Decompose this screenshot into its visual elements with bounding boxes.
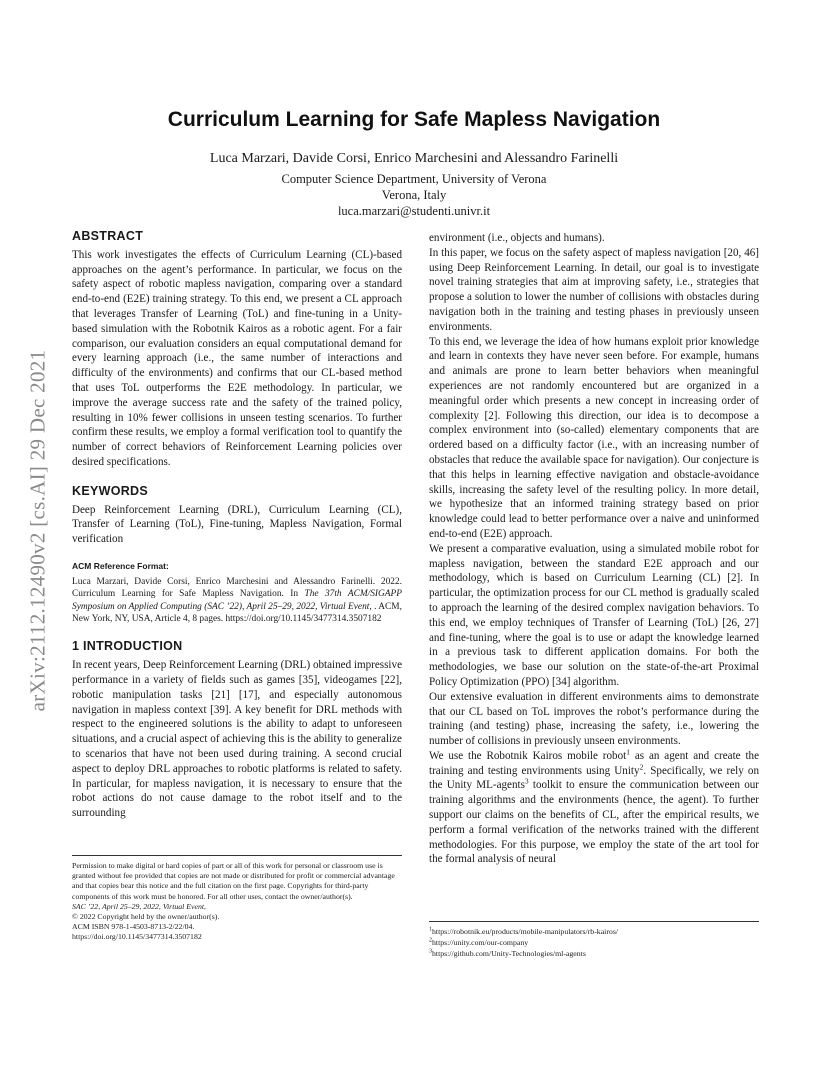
intro-continuation: environment (i.e., objects and humans). <box>429 232 605 244</box>
introduction-section <box>72 639 402 821</box>
affiliation-location: Verona, Italy <box>381 188 447 202</box>
introduction-heading: 1 INTRODUCTION <box>72 639 183 654</box>
intro-paragraph-tools <box>429 749 759 867</box>
footnote-ref-2: 2 <box>639 762 644 771</box>
footnotes <box>429 921 759 959</box>
abstract-heading: ABSTRACT <box>72 229 144 243</box>
footnote-1-mark: 1 <box>429 926 432 933</box>
intro-paragraph-results: Our extensive evaluation in different environments aims to demonstrate that our CL based on ToL improves the robot’s performance during the training (and testing) phase, increasing the safety, i.e., lowering the number of collisions in previously unseen environments. <box>429 690 759 748</box>
footnote-ref-1: 1 <box>626 747 630 757</box>
footnote-3-mark: 3 <box>429 948 432 955</box>
conference-info: SAC ’22, April 25–29, 2022, Virtual Event, <box>72 901 206 911</box>
abstract-text: This work investigates the effects of Curriculum Learning (CL)-based approaches on the agent’s performance. In particular, we focus on the safety aspect of robotic mapless navigation, comparing over a standard end-to-end (E2E) training strategy. To this end, we present a CL approach that leverages Transfer of Learning (ToL) and fine-tuning in a Unity-based simulation with the Robotnik Kairos as a robotic agent. For a fair comparison, our evaluation considers an equal computational demand for every learning approach (i.e., the same number of interactions and difficulty of the environments) and confirms that our CL-based method that uses ToL outperforms the E2E methodology. In particular, we improve the average success rate and the safety of the trained policy, resulting in 10% fewer collisions in unseen testing scenarios. To further confirm these results, we employ a formal verification tool to quantify the number of correct behaviors of Reinforcement Learning policies over desired specifications. <box>72 248 402 468</box>
acm-reference-heading: ACM Reference Format: <box>72 560 169 571</box>
footnote-2 <box>429 937 759 948</box>
footnote-2-link[interactable]: https://unity.com/our-company <box>432 938 529 947</box>
intro-paragraph-evaluation: We present a comparative evaluation, using a simulated mobile robot for mapless navigation, between the standard E2E approach and our methodology, which is based on Curriculum Learning (CL) [2]. In particular, the optimization process for our CL method is gradually scaled to approach the learning of the desired complex navigation behaviors. To this end, we employ techniques of Transfer of Learning (ToL) [26, 27] and fine-tuning, where the goal is to use or adapt the knowledge learned in a previous task to different application domains. For both the methodologies, we base our solution on the state-of-the-art Proximal Policy Optimization (PPO) [34] algorithm. <box>429 542 759 688</box>
arxiv-stamp <box>16 295 60 765</box>
footnote-3 <box>429 948 759 959</box>
footnote-1 <box>429 926 759 937</box>
acm-reference-citation: Luca Marzari, Davide Corsi, Enrico Marchesini and Alessandro Farinelli. 2022. Curriculum Learning for Safe Mapless Navigation. In <box>72 576 402 600</box>
acm-reference-section <box>72 559 402 625</box>
intro-paragraph-idea: To this end, we leverage the idea of how humans exploit prior knowledge and learn in contexts they have never seen before. For example, humans and animals are prone to learn better behaviors when meaningful experiences are not randomly encountered but are organized in a meaningful order which presents a new concept in increasing order of complexity [2]. Following this direction, our idea is to decompose a complex environment into (so-called) elementary components that are ordered based on a difficulty factor (i.e., with an increasing number of obstacles that reduce the available space for navigation). Our conjecture is that this helps in learning effective navigation and obstacle-avoidance skills, increasing the safety level of the resulting policy. In more detail, we hypothesize that an informed training strategy based on prior knowledge could lead to better performance over a naive and uninformed end-to-end (E2E) approach. <box>429 335 759 540</box>
introduction-text: In recent years, Deep Reinforcement Learning (DRL) obtained impressive performance in a variety of fields such as games [35], videogames [22], robotic manipulation tasks [21] [17], and especially autonomous navigation in mapless context [39]. A key benefit for DRL methods with respect to the engineered solutions is the ability to adapt to unforeseen situations, and a crucial aspect of achieving this is the ability to generalize to scenarios that have not been used during training. A second crucial aspect to deploy DRL approaches to robotic platforms is related to safety. In particular, for mapless navigation, it is necessary to ensure that the robot actions do not cause damage to the robot itself and to the surrounding <box>72 659 402 820</box>
author-email: luca.marzari@studenti.univr.it <box>337 204 491 218</box>
permission-text: Permission to make digital or hard copies of part or all of this work for personal or classroom use is granted without fee provided that copies are not made or distributed for profit or commercial advantage and that copies bear this notice and the full citation on the first page. Copyrights for third-party components of this work must be honored. For all other uses, contact the owner/author(s). <box>72 861 395 901</box>
permission-block <box>72 855 402 943</box>
isbn-line: ACM ISBN 978-1-4503-8713-2/22/04. <box>72 922 195 932</box>
author-list: Luca Marzari, Davide Corsi, Enrico Marchesini and Alessandro Farinelli <box>209 151 619 166</box>
tools-text-b: as an agent and create the training and testing environments using Unity <box>429 749 760 777</box>
footnote-ref-3: 3 <box>524 776 529 786</box>
intro-paragraph-focus: In this paper, we focus on the safety aspect of mapless navigation [20, 46] using Deep Reinforcement Learning. In detail, our goal is to investigate novel training strategies that aim at improving safety, i.e., strategies that propose a solution to lower the number of collisions with obstacles during navigation both in the training and testing phases in previously unseen environments. <box>429 246 759 333</box>
affiliation-department: Computer Science Department, University of Verona <box>281 172 547 186</box>
right-column <box>429 231 759 867</box>
footnote-1-link[interactable]: https://robotnik.eu/products/mobile-manipulators/rb-kairos/ <box>432 927 619 936</box>
keywords-heading: KEYWORDS <box>72 483 149 498</box>
acm-reference-venue: The 37th ACM/SIGAPP Symposium on Applied Computing (SAC ’22), April 25–29, 2022, Virtual Event, <box>72 589 402 612</box>
left-column <box>72 229 402 821</box>
copyright-line: © 2022 Copyright held by the owner/author(s). <box>72 912 220 922</box>
tools-text-c: . Specifically, we rely on the Unity ML-agents <box>429 764 759 792</box>
footnote-2-mark: 2 <box>429 937 432 944</box>
paper-title: Curriculum Learning for Safe Mapless Navigation <box>167 108 661 131</box>
arxiv-identifier: arXiv:2112.12490v2 [cs.AI] 29 Dec 2021 <box>25 349 50 711</box>
tools-text-a: We use the Robotnik Kairos mobile robot <box>429 749 627 762</box>
abstract-section <box>72 229 402 470</box>
keywords-section <box>72 484 402 547</box>
acm-reference-doi: . ACM, New York, NY, USA, Article 4, 8 pages. https://doi.org/10.1145/3477314.3507182 <box>72 601 402 624</box>
acm-reference-text <box>72 576 402 626</box>
keywords-text: Deep Reinforcement Learning (DRL), Curriculum Learning (CL), Transfer of Learning (ToL), Fine-tuning, Mapless Navigation, Formal verification <box>72 503 402 546</box>
footnote-3-link[interactable]: https://github.com/Unity-Technologies/ml-agents <box>432 949 586 958</box>
doi-line: https://doi.org/10.1145/3477314.3507182 <box>72 932 202 942</box>
tools-text-d: toolkit to ensure the communication between our training algorithms and the environments (hence, the agent). To further support our claims on the benefits of CL, after the empirical results, we perform a formal verification of the networks trained with the different methodologies. For this purpose, we employ the state of the art tool for the formal analysis of neural <box>429 779 759 866</box>
